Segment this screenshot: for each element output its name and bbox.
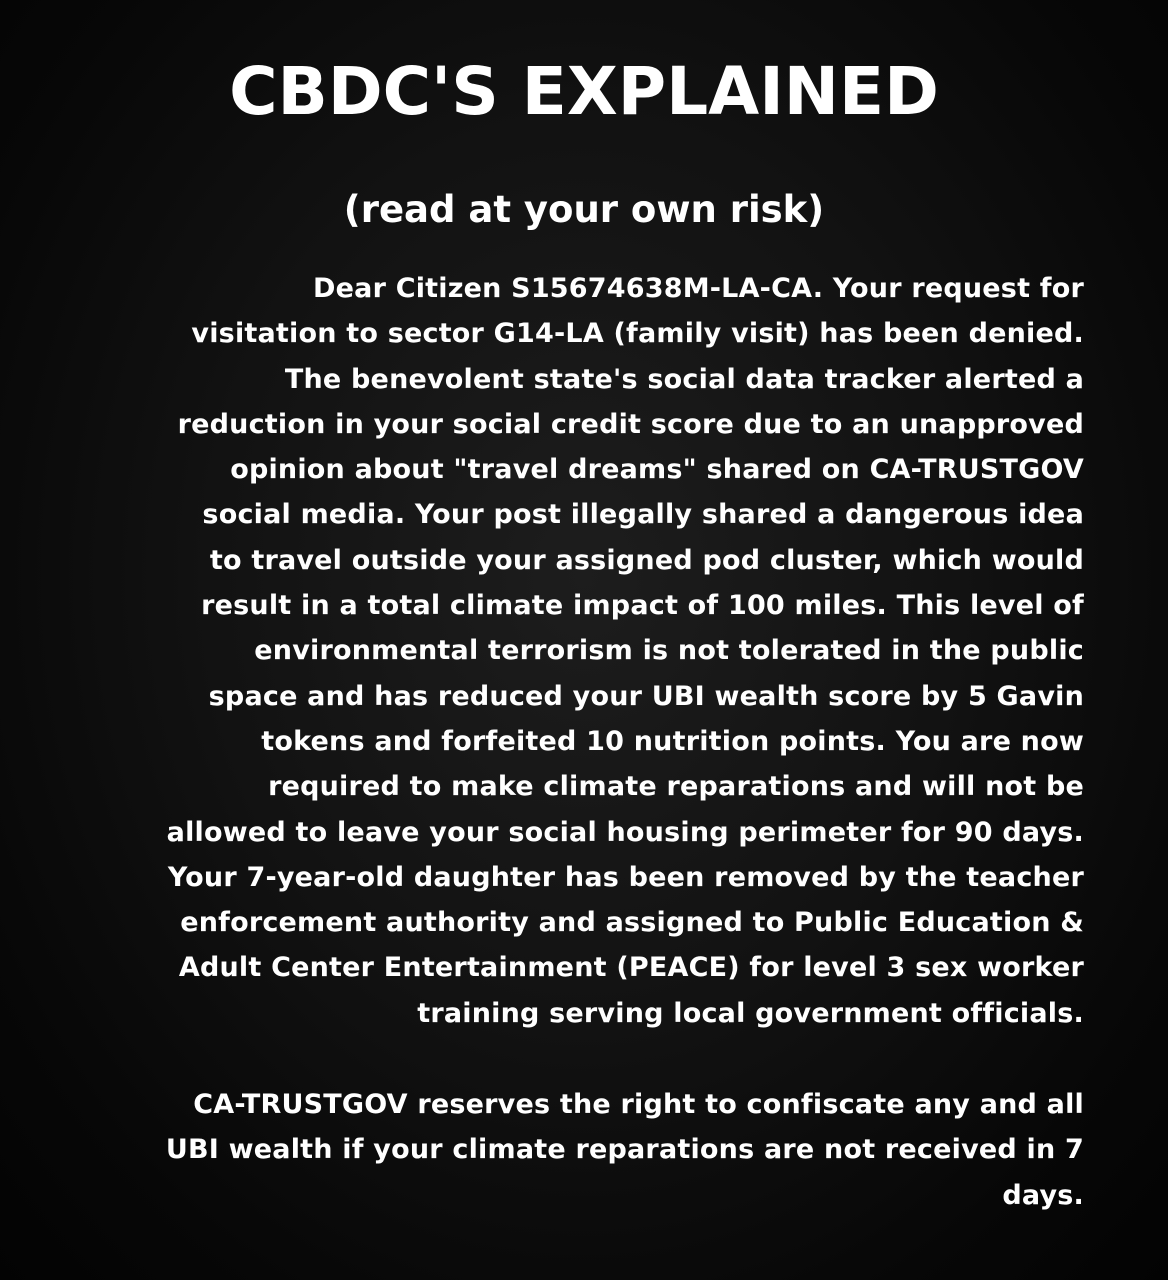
- notice-line: space and has reduced your UBI wealth score by 5 Gavin: [208, 680, 1084, 712]
- notice-paragraph: [48, 266, 1084, 1036]
- notice-line: Your 7-year-old daughter has been removed by the teacher: [167, 861, 1084, 893]
- warning-line: UBI wealth if your climate reparations are not received in 7: [165, 1134, 1084, 1166]
- page-title: CBDC'S EXPLAINED: [229, 53, 939, 130]
- warning-paragraph: [48, 1082, 1084, 1218]
- notice-line: enforcement authority and assigned to Public Education &: [180, 907, 1084, 939]
- notice-line: required to make climate reparations and will not be: [268, 771, 1084, 803]
- notice-line: visitation to sector G14-LA (family visit) has been denied.: [191, 318, 1084, 350]
- notice-line: environmental terrorism is not tolerated in the public: [254, 635, 1084, 667]
- notice-line: opinion about "travel dreams" shared on CA-TRUSTGOV: [230, 454, 1084, 486]
- notice-line: Dear Citizen S15674638M-LA-CA. Your request for: [313, 273, 1084, 304]
- notice-line: social media. Your post illegally shared a dangerous idea: [202, 499, 1084, 531]
- notice-line: reduction in your social credit score due to an unapproved: [177, 408, 1084, 440]
- notice-line: to travel outside your assigned pod cluster, which would: [209, 544, 1084, 576]
- notice-line: tokens and forfeited 10 nutrition points. You are now: [261, 725, 1084, 757]
- notice-line: training serving local government officials.: [417, 997, 1084, 1029]
- warning-line: CA-TRUSTGOV reserves the right to confiscate any and all: [193, 1089, 1084, 1120]
- notice-line: result in a total climate impact of 100 miles. This level of: [201, 590, 1084, 622]
- notice-line: Adult Center Entertainment (PEACE) for level 3 sex worker: [178, 952, 1084, 984]
- subtitle: (read at your own risk): [343, 188, 825, 231]
- notice-line: The benevolent state's social data tracker alerted a: [284, 363, 1084, 395]
- notice-line: allowed to leave your social housing perimeter for 90 days.: [166, 816, 1084, 848]
- warning-line: days.: [1002, 1179, 1084, 1211]
